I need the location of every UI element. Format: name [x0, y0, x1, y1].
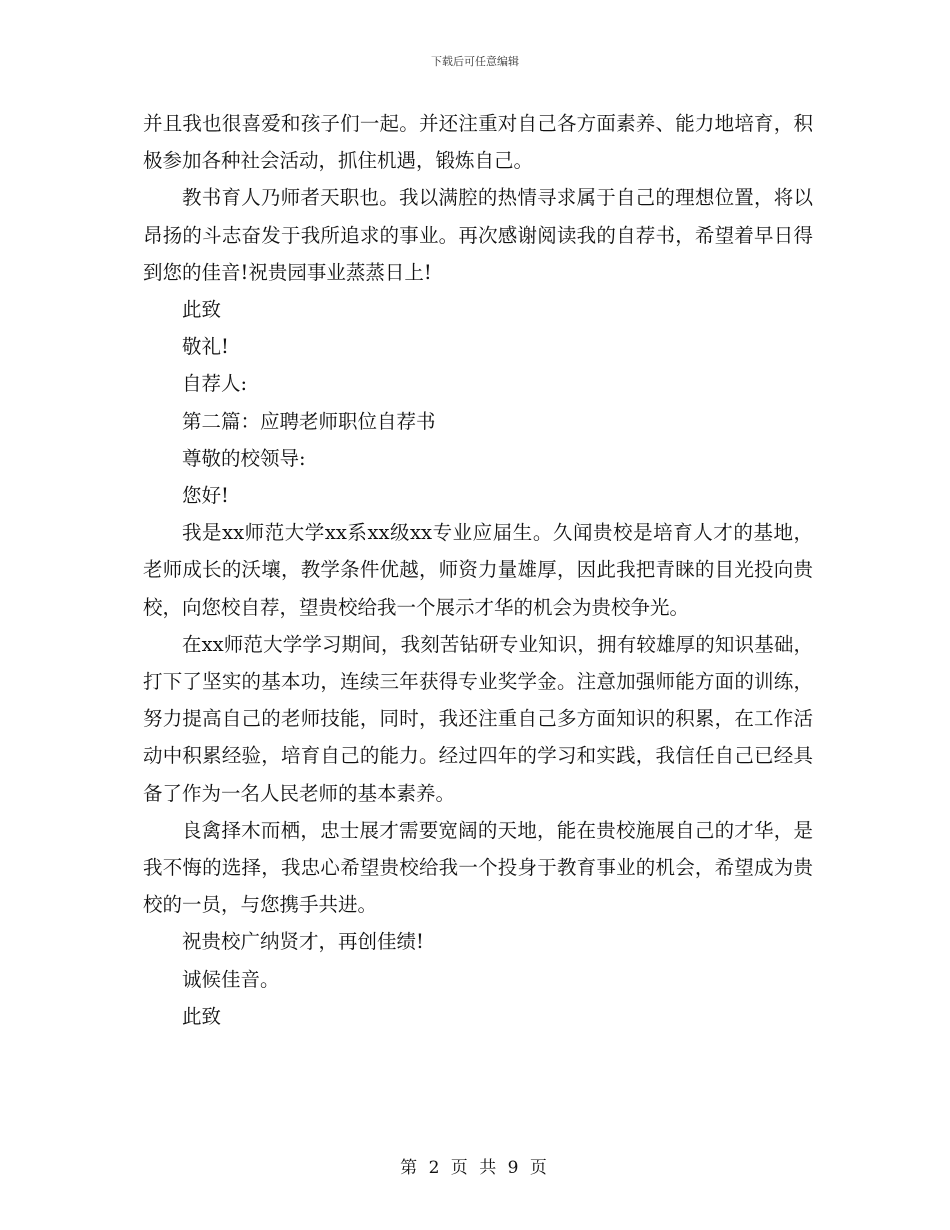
paragraph: 敬礼! — [182, 335, 229, 359]
paragraph: 祝贵校广纳贤才，再创佳绩! — [182, 930, 424, 954]
paragraph: 自荐人: — [182, 372, 248, 396]
document-body — [143, 105, 813, 1035]
page-number-footer: 第 2 页 共 9 页 — [400, 1158, 550, 1178]
section-title: 第二篇：应聘老师职位自荐书 — [182, 409, 436, 433]
salutation: 尊敬的校领导: — [182, 446, 306, 470]
greeting: 您好! — [182, 484, 229, 508]
paragraph: 并且我也很喜爱和孩子们一起。并还注重对自己各方面素养、能力地培育，积极参加各种社会活动，抓住机遇，锻炼自己。 — [143, 112, 813, 173]
paragraph: 此致 — [182, 298, 222, 322]
paragraph: 此致 — [182, 1004, 222, 1028]
page-header: 下载后可任意编辑 — [431, 55, 519, 68]
paragraph: 教书育人乃师者天职也。我以满腔的热情寻求属于自己的理想位置，将以昂扬的斗志奋发于我所追求的事业。再次感谢阅读我的自荐书，希望着早日得到您的佳音!祝贵园事业蒸蒸日上! — [143, 186, 813, 284]
paragraph: 良禽择木而栖，忠士展才需要宽阔的天地，能在贵校施展自己的才华，是我不悔的选择，我忠心希望贵校给我一个投身于教育事业的机会，希望成为贵校的一员，与您携手共进。 — [143, 818, 813, 917]
paragraph: 在xx师范大学学习期间，我刻苦钻研专业知识，拥有较雄厚的知识基础，打下了坚实的基本功，连续三年获得专业奖学金。注意加强师能方面的训练，努力提高自己的老师技能，同时，我还注重自己多方面知识的积累，在工作活动中积累经验，培育自己的能力。经过四年的学习和实践，我信任自己已经具备了作为一名人民老师的基本素养。 — [143, 632, 813, 805]
paragraph: 我是xx师范大学xx系xx级xx专业应届生。久闻贵校是培育人才的基地，老师成长的沃壤，教学条件优越，师资力量雄厚，因此我把青睐的目光投向贵校，向您校自荐，望贵校给我一个展示才华的机会为贵校争光。 — [143, 521, 813, 619]
paragraph: 诚候佳音。 — [182, 967, 280, 991]
